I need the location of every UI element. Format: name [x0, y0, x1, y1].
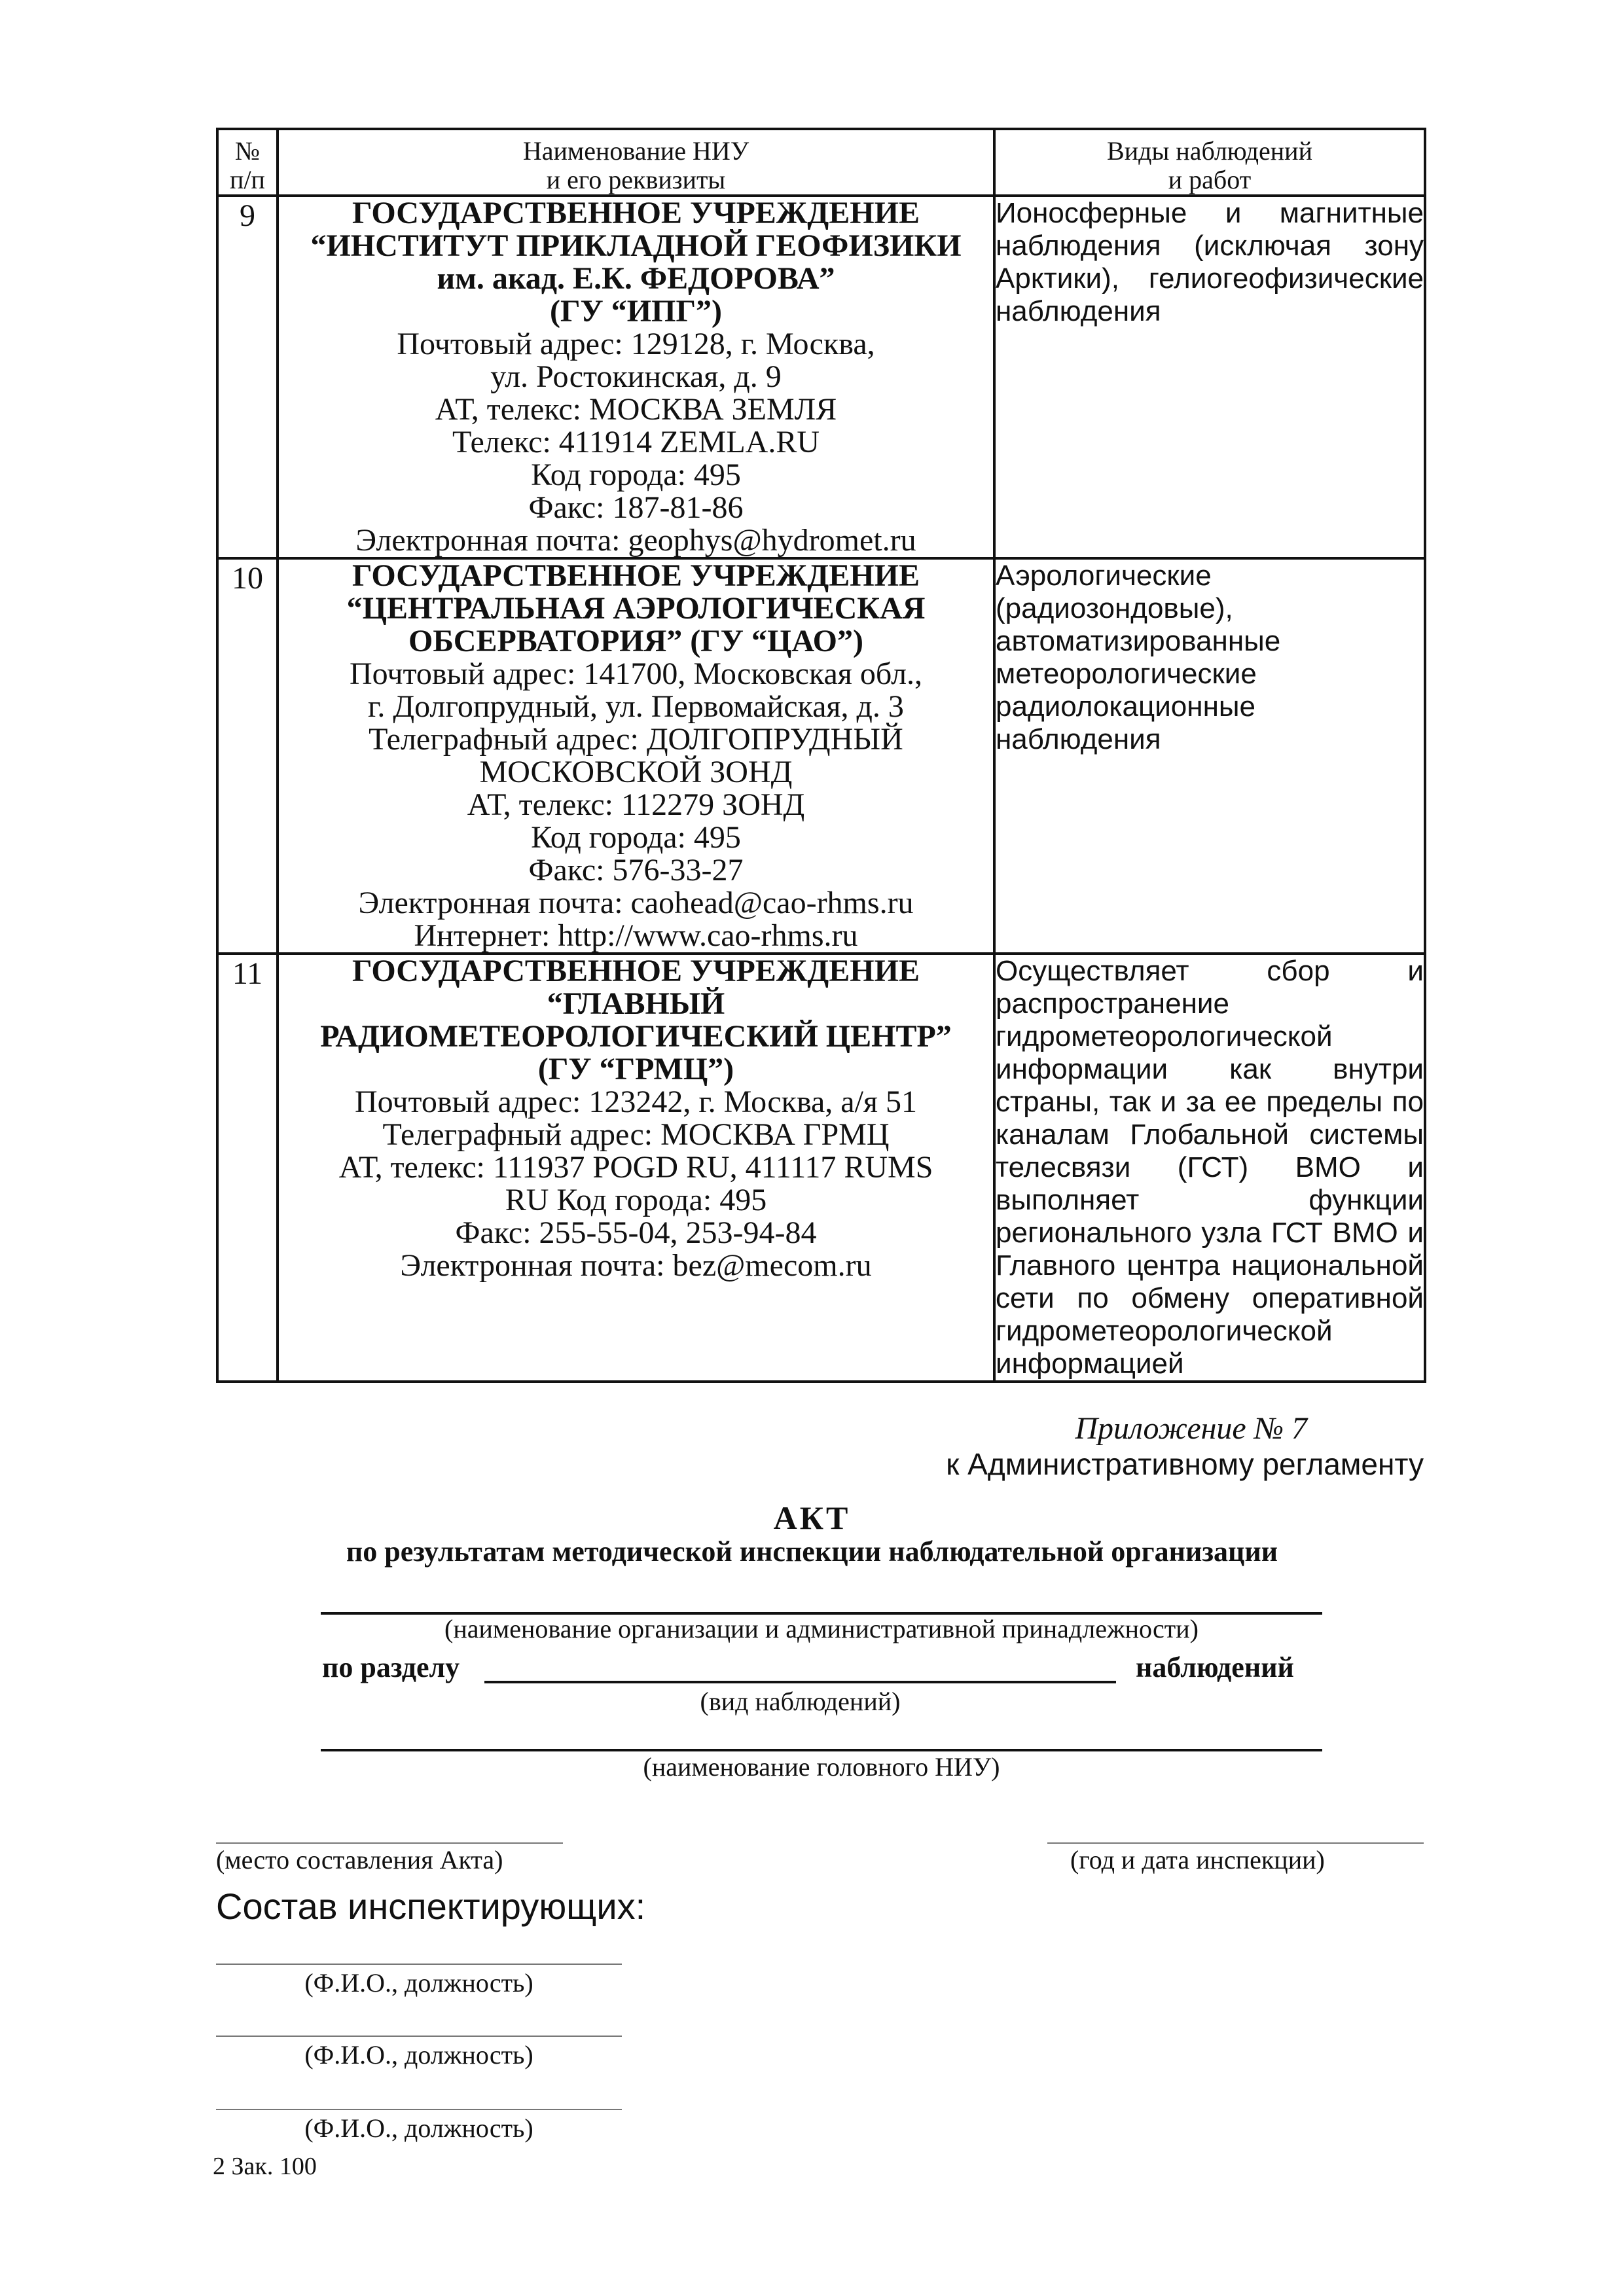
- row-number: 9: [217, 196, 278, 558]
- obs-type-caption: (вид наблюдений): [700, 1687, 901, 1716]
- org-detail-line: Телекс: 411914 ZEMLA.RU: [452, 425, 820, 459]
- table-row: [217, 954, 1425, 1382]
- org-name-line: ГОСУДАРСТВЕННОЕ УЧРЕЖДЕНИЕ: [352, 558, 920, 593]
- inspector-caption: (Ф.И.О., должность): [304, 2040, 533, 2070]
- appendix-subtitle: к Административному регламенту: [946, 1447, 1424, 1481]
- org-detail-line: Электронная почта: caohead@cao-rhms.ru: [358, 886, 914, 920]
- org-detail-line: г. Долгопрудный, ул. Первомайская, д. 3: [368, 689, 904, 724]
- act-subtitle: по результатам методической инспекции наблюдательной организации: [346, 1535, 1278, 1568]
- header-obs-line: Виды наблюдений: [1107, 136, 1312, 166]
- org-detail-line: Факс: 576-33-27: [528, 853, 744, 888]
- org-name-line: “ГЛАВНЫЙ: [547, 986, 725, 1021]
- inspector-caption: (Ф.И.О., должность): [304, 2113, 533, 2143]
- inspector-field-line[interactable]: [216, 2036, 622, 2037]
- org-name-line: (ГУ “ГРМЦ”): [537, 1052, 734, 1086]
- header-name-line: Наименование НИУ: [522, 136, 749, 166]
- org-detail-line: Почтовый адрес: 123242, г. Москва, а/я 51: [354, 1085, 917, 1119]
- date-caption: (год и дата инспекции): [1070, 1845, 1325, 1874]
- header-num-line: п/п: [230, 165, 265, 194]
- composition-label: Состав инспектирующих:: [216, 1886, 646, 1927]
- org-details: [278, 196, 994, 558]
- section-suffix: наблюдений: [1136, 1651, 1294, 1683]
- act-title: АКТ: [773, 1499, 851, 1536]
- org-name-line: “ИНСТИТУТ ПРИКЛАДНОЙ ГЕОФИЗИКИ: [310, 228, 962, 263]
- row-number: 11: [217, 954, 278, 1382]
- obs-type-field-line[interactable]: [484, 1681, 1116, 1683]
- org-name-caption: (наименование организации и административной принадлежности): [444, 1614, 1199, 1643]
- inspector-field-line[interactable]: [216, 1964, 622, 1965]
- table-row: [217, 196, 1425, 558]
- appendix-title: Приложение № 7: [1075, 1411, 1307, 1446]
- org-detail-line: Факс: 255-55-04, 253-94-84: [455, 1215, 817, 1250]
- observation-types: Ионосферные и магнитные наблюдения (исключая зону Арктики), гелиогеофизические наблюдения: [994, 196, 1425, 558]
- head-niu-caption: (наименование головного НИУ): [643, 1752, 1000, 1782]
- institutions-table: [216, 128, 1426, 1383]
- org-detail-line: Электронная почта: bez@mecom.ru: [400, 1248, 872, 1283]
- org-detail-line: Код города: 495: [531, 820, 741, 855]
- org-detail-line: АТ, телекс: МОСКВА ЗЕМЛЯ: [435, 392, 837, 427]
- inspector-caption: (Ф.И.О., должность): [304, 1968, 533, 1998]
- org-detail-line: АТ, телекс: 111937 POGD RU, 411117 RUMS: [338, 1150, 933, 1185]
- table-row: [217, 558, 1425, 954]
- org-detail-line: Почтовый адрес: 129128, г. Москва,: [397, 327, 875, 361]
- org-detail-line: МОСКОВСКОЙ ЗОНД: [479, 755, 793, 789]
- org-detail-line: Телеграфный адрес: ДОЛГОПРУДНЫЙ: [369, 722, 903, 757]
- org-details: [278, 558, 994, 954]
- org-detail-line: Электронная почта: geophys@hydromet.ru: [355, 523, 916, 558]
- place-field-line[interactable]: [216, 1842, 563, 1844]
- org-detail-line: АТ, телекс: 112279 ЗОНД: [467, 787, 805, 822]
- row-number: 10: [217, 558, 278, 954]
- date-field-line[interactable]: [1047, 1842, 1424, 1844]
- section-prefix: по разделу: [322, 1651, 460, 1683]
- table-header-row: [217, 129, 1425, 196]
- org-detail-line: RU Код города: 495: [505, 1183, 767, 1217]
- org-detail-line: Почтовый адрес: 141700, Московская обл.,: [349, 656, 923, 691]
- header-num-line: №: [234, 136, 261, 166]
- header-name: [278, 129, 994, 196]
- org-details: [278, 954, 994, 1382]
- org-name-line: ГОСУДАРСТВЕННОЕ УЧРЕЖДЕНИЕ: [352, 196, 920, 230]
- page-footer: 2 Зак. 100: [213, 2153, 317, 2180]
- org-name-line: (ГУ “ИПГ”): [550, 294, 722, 329]
- header-obs-line: и работ: [1168, 165, 1252, 194]
- org-name-line: ОБСЕРВАТОРИЯ” (ГУ “ЦАО”): [408, 624, 863, 658]
- org-name-line: “ЦЕНТРАЛЬНАЯ АЭРОЛОГИЧЕСКАЯ: [346, 591, 926, 626]
- org-detail-line: Код города: 495: [531, 457, 741, 492]
- place-caption: (место составления Акта): [216, 1845, 503, 1874]
- org-detail-line: Интернет: http://www.cao-rhms.ru: [414, 918, 858, 953]
- org-name-line: им. акад. Е.К. ФЕДОРОВА”: [437, 261, 835, 296]
- org-name-line: ГОСУДАРСТВЕННОЕ УЧРЕЖДЕНИЕ: [352, 954, 920, 988]
- inspector-field-line[interactable]: [216, 2109, 622, 2110]
- org-detail-line: Факс: 187-81-86: [528, 490, 744, 525]
- org-detail-line: ул. Ростокинская, д. 9: [490, 359, 782, 394]
- header-obs: [994, 129, 1425, 196]
- org-name-line: РАДИОМЕТЕОРОЛОГИЧЕСКИЙ ЦЕНТР”: [320, 1019, 952, 1054]
- org-detail-line: Телеграфный адрес: МОСКВА ГРМЦ: [382, 1117, 890, 1152]
- observation-types: Осуществляет сбор и распространение гидрометеорологической информации как внутри страны, так и за ее пределы по каналам Глобальной системы телесвязи (ГСТ) ВМО и выполняет функции регионального узла ГСТ ВМО и Главного центра национальной сети по обмену оперативной гидрометеорологической информацией: [994, 954, 1425, 1382]
- header-name-line: и его реквизиты: [546, 165, 726, 194]
- observation-types: Аэрологические (радиозондовые), автоматизированные метеорологические радиолокационные наблюдения: [994, 558, 1425, 954]
- header-num: [217, 129, 278, 196]
